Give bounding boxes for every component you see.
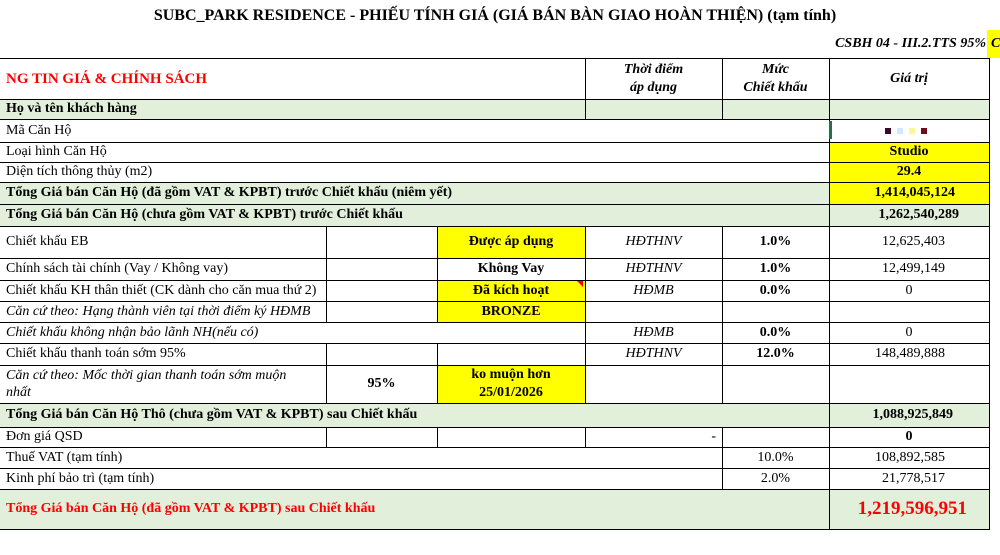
nobank-label: Chiết khấu không nhận bảo lãnh NH(nếu có)	[6, 324, 259, 340]
redacted-mark	[885, 128, 891, 134]
total-pre-value[interactable]: 1,262,540,289	[878, 207, 959, 222]
final-total-value: 1,219,596,951	[857, 498, 967, 519]
area-value[interactable]: 29.4	[896, 164, 922, 179]
basis-deadline-line2: 25/01/2026	[479, 385, 543, 400]
qsd-label: Đơn giá QSD	[6, 429, 83, 444]
vat-label: Thuế VAT (tạm tính)	[6, 449, 123, 465]
redacted-mark	[897, 128, 903, 134]
eb-time: HĐTHNV	[625, 234, 682, 249]
member-label: Căn cứ theo: Hạng thành viên tại thời điểm ký HĐMB	[6, 303, 311, 319]
unit-type-label: Loại hình Căn Hộ	[6, 144, 107, 159]
basis-percent[interactable]: 95%	[367, 376, 396, 391]
nobank-time: HĐMB	[633, 324, 674, 340]
selected-cell-marker	[829, 121, 832, 139]
area-label: Diện tích thông thủy (m2)	[6, 164, 153, 179]
loyal-label: Chiết khấu KH thân thiết (CK dành cho căn mua thứ 2)	[6, 282, 317, 298]
discount-header	[722, 60, 829, 98]
policy-code: CSBH 04 - III.2.TTS 95%	[835, 36, 986, 51]
unit-code-value[interactable]	[829, 119, 989, 142]
finance-label: Chính sách tài chính (Vay / Không vay)	[6, 261, 229, 276]
eb-rate: 1.0%	[759, 234, 792, 249]
qsd-value: 0	[905, 429, 913, 444]
basis-deadline-line1: ko muộn hơn	[471, 367, 551, 382]
early-value: 148,489,888	[875, 346, 945, 361]
discount-header-line2: Chiết khấu	[743, 80, 808, 95]
total-pre-label: Tổng Giá bán Căn Hộ (chưa gồm VAT & KPBT) trước Chiết khấu	[6, 207, 403, 222]
early-time: HĐTHNV	[625, 346, 682, 361]
total-listed-label: Tổng Giá bán Căn Hộ (đã gồm VAT & KPBT) trước Chiết khấu (niêm yết)	[6, 185, 453, 200]
qsd-dash: -	[711, 429, 716, 444]
edge-char: C	[991, 36, 1000, 51]
loyal-rate: 0.0%	[759, 282, 792, 298]
eb-status[interactable]: Được áp dụng	[468, 234, 554, 249]
vat-value: 108,892,585	[875, 449, 945, 465]
total-listed-value[interactable]: 1,414,045,124	[874, 185, 955, 200]
comment-indicator[interactable]	[577, 281, 583, 287]
maintenance-value: 21,778,517	[882, 470, 945, 486]
loyal-status[interactable]: Đã kích hoạt	[472, 282, 550, 298]
redacted-mark	[921, 128, 927, 134]
basis-label: Căn cứ theo: Mốc thời gian thanh toán sớm muộn nhất	[6, 368, 287, 400]
loyal-value: 0	[905, 282, 913, 298]
member-status[interactable]: BRONZE	[481, 303, 541, 319]
raw-total-value: 1,088,925,849	[872, 407, 953, 422]
value-header: Giá trị	[890, 71, 928, 86]
maintenance-label: Kinh phí bảo trì (tạm tính)	[6, 470, 155, 486]
time-header-line2: áp dụng	[629, 80, 678, 95]
section-header: NG TIN GIÁ & CHÍNH SÁCH	[6, 70, 207, 87]
raw-total-label: Tổng Giá bán Căn Hộ Thô (chưa gồm VAT & KPBT) sau Chiết khấu	[6, 407, 418, 422]
eb-label: Chiết khấu EB	[6, 234, 89, 249]
time-header-line1: Thời điểm	[623, 62, 684, 77]
maintenance-rate: 2.0%	[760, 470, 791, 486]
early-label: Chiết khấu thanh toán sớm 95%	[6, 346, 186, 361]
nobank-value: 0	[905, 324, 913, 340]
early-rate: 12.0%	[756, 346, 795, 361]
customer-name-label: Họ và tên khách hàng	[6, 101, 137, 116]
finance-time: HĐTHNV	[625, 261, 682, 276]
vat-rate: 10.0%	[757, 449, 794, 465]
final-total-label: Tổng Giá bán Căn Hộ (đã gồm VAT & KPBT) sau Chiết khấu	[6, 501, 376, 516]
unit-code-label: Mã Căn Hộ	[6, 122, 72, 138]
redacted-mark	[909, 128, 915, 134]
basis-deadline[interactable]	[437, 365, 585, 403]
eb-value: 12,625,403	[882, 234, 945, 249]
sheet-title: SUBC_PARK RESIDENCE - PHIẾU TÍNH GIÁ (GIÁ BÁN BÀN GIAO HOÀN THIỆN) (tạm tính)	[153, 7, 837, 24]
nobank-rate: 0.0%	[759, 324, 792, 340]
finance-rate: 1.0%	[759, 261, 792, 276]
loyal-time: HĐMB	[633, 282, 674, 298]
finance-value: 12,499,149	[882, 261, 945, 276]
finance-status[interactable]: Không Vay	[477, 261, 545, 276]
unit-type-value[interactable]: Studio	[889, 144, 929, 159]
discount-header-line1: Mức	[761, 62, 790, 77]
time-header	[585, 60, 722, 98]
